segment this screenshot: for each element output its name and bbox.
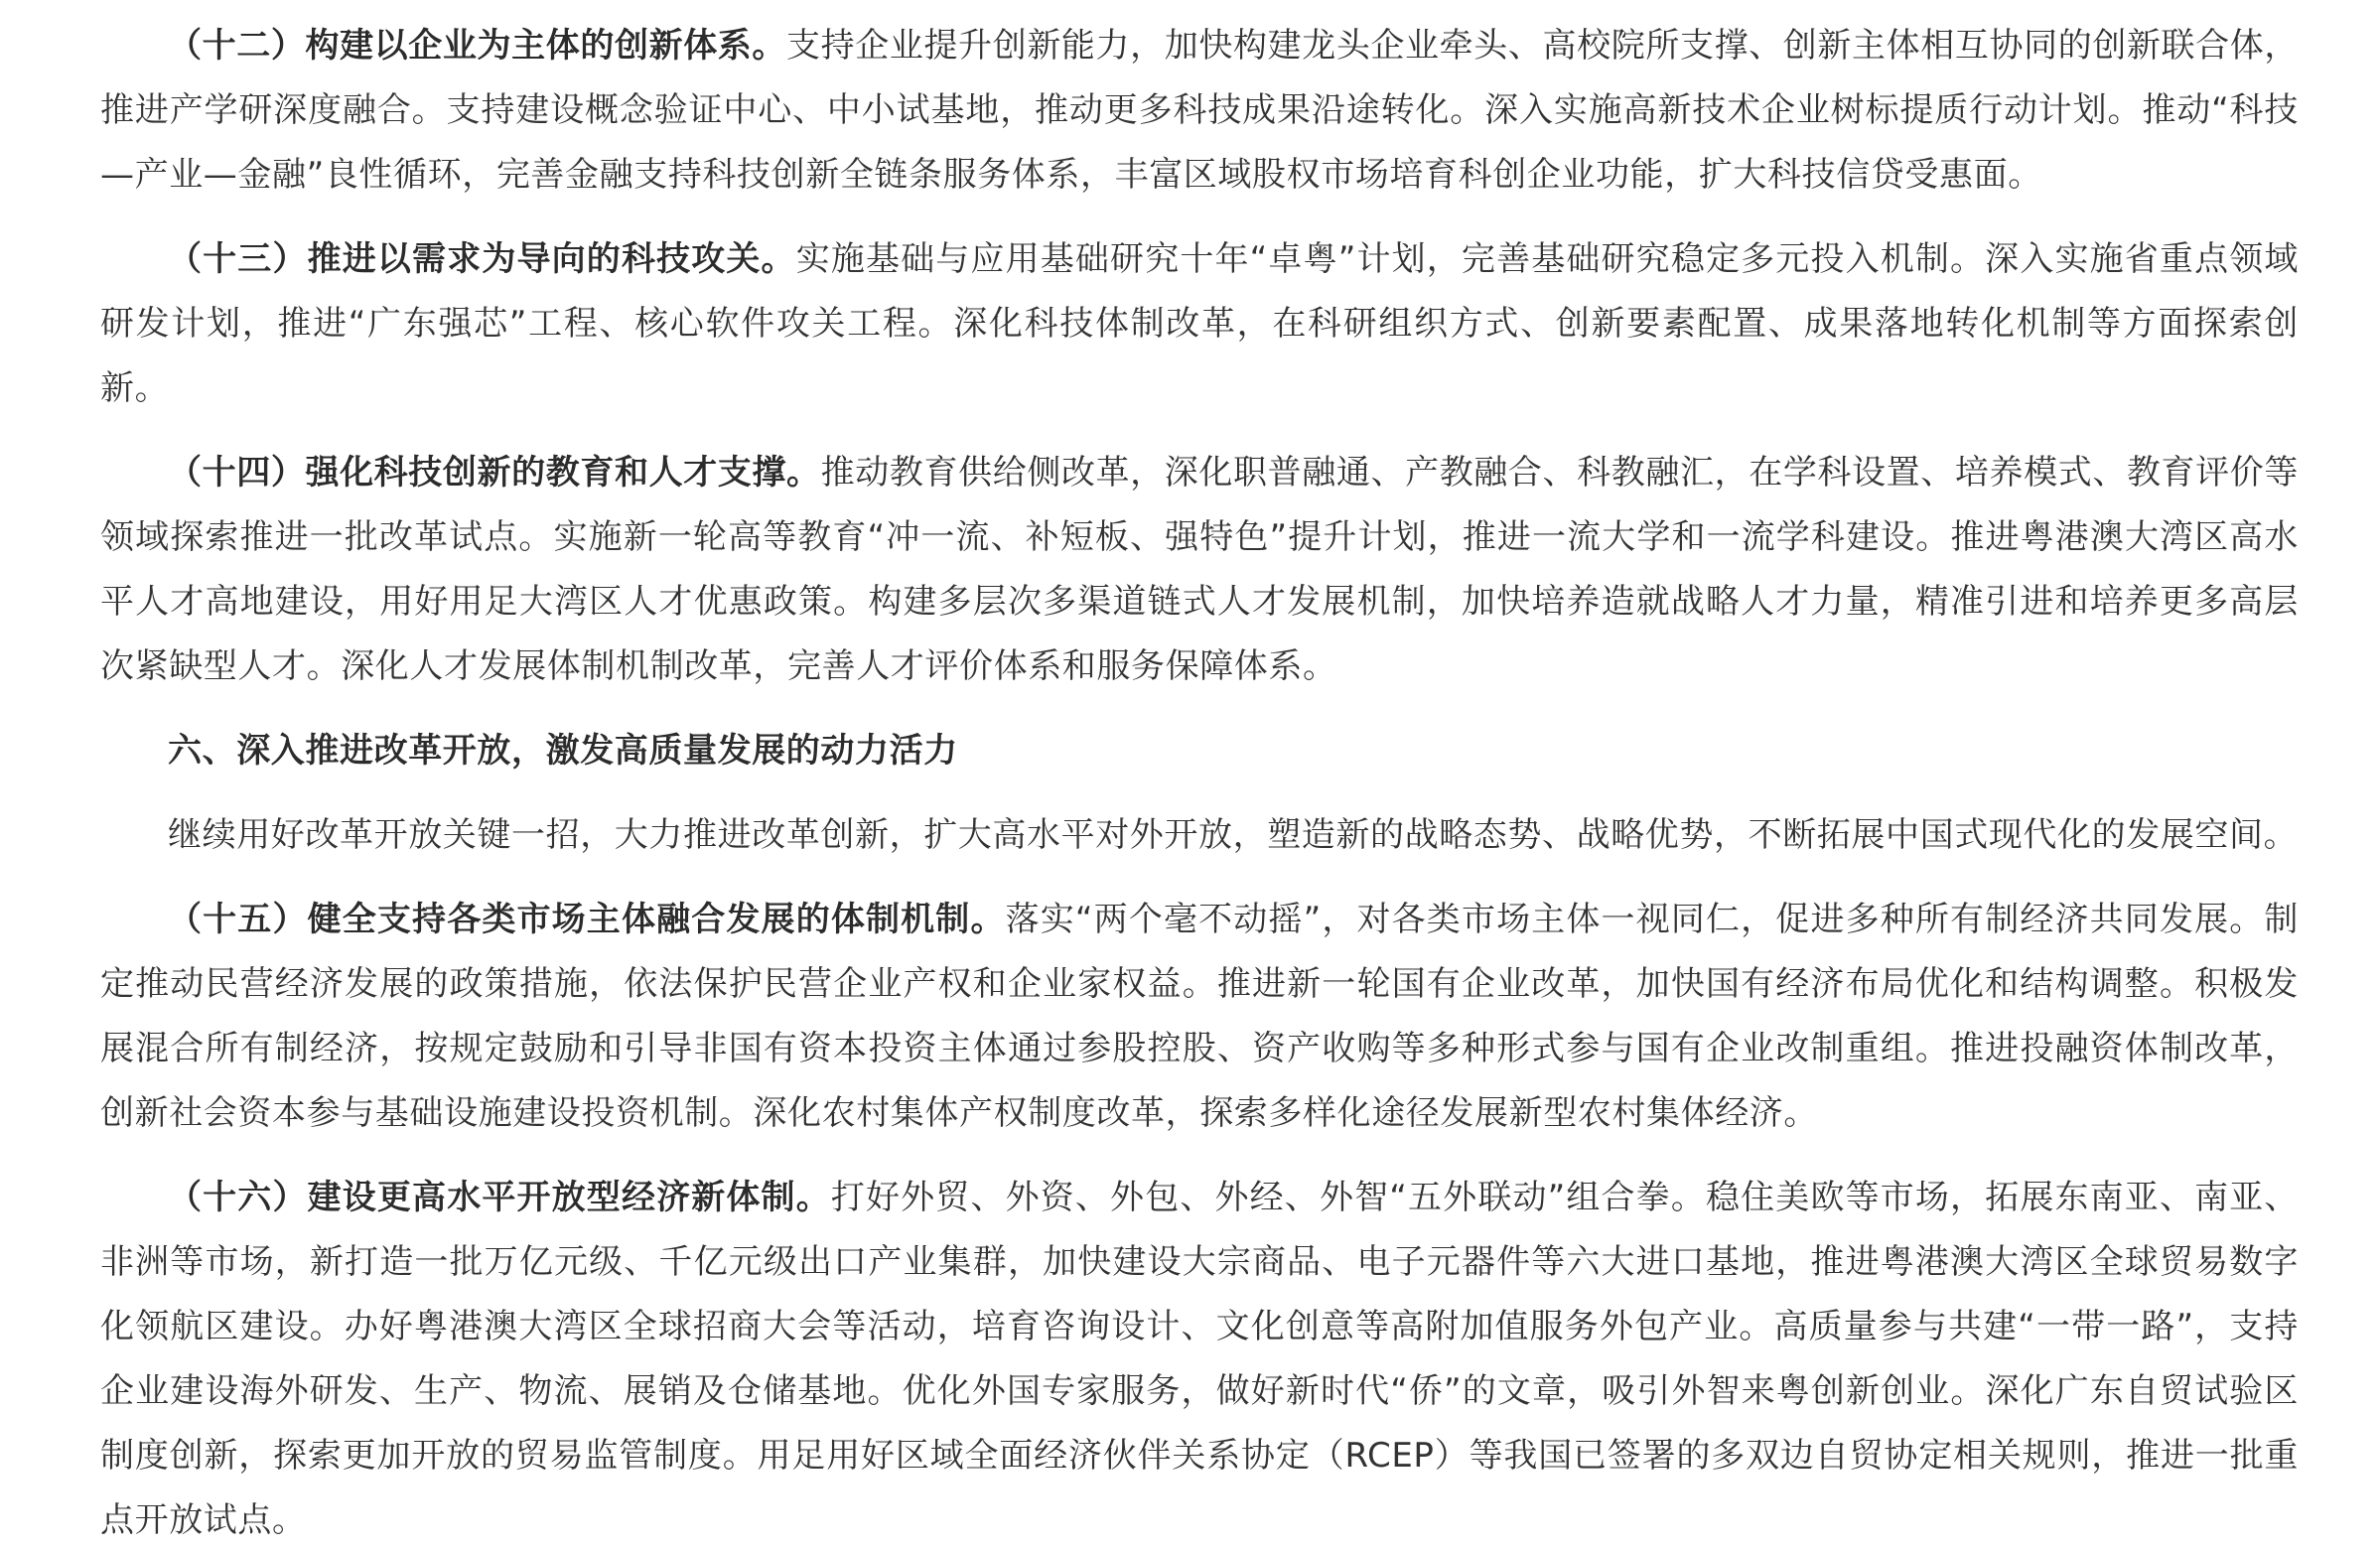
paragraph-text: 推动教育供给侧改革，深化职普融通、产教融合、科教融汇，在学科设置、培养模式、教育评价等领域探索推进一批改革试点。实施新一轮高等教育“冲一流、补短板、强特色”提升计划，推进一流大学和一流学科建设。推进粤港澳大湾区高水平人才高地建设，用好用足大湾区人才优惠政策。构建多层次多渠道链式人才发展机制，加快培养造就战略人才力量，精准引进和培养更多高层次紧缺型人才。深化人才发展体制机制改革，完善人才评价体系和服务保障体系。	[100, 453, 2300, 686]
paragraph-15	[100, 888, 2299, 1146]
paragraph-14	[100, 441, 2299, 699]
paragraph-16	[100, 1166, 2299, 1553]
paragraph-text: 实施基础与应用基础研究十年“卓粤”计划，完善基础研究稳定多元投入机制。深入实施省重点领域研发计划，推进“广东强芯”工程、核心软件攻关工程。深化科技体制改革，在科研组织方式、创新要素配置、成果落地转化机制等方面探索创新。	[100, 239, 2299, 408]
section-heading: 六、深入推进改革开放，激发高质量发展的动力活力	[168, 731, 958, 771]
section-intro: 继续用好改革开放关键一招，大力推进改革创新，扩大高水平对外开放，塑造新的战略态势、战略优势，不断拓展中国式现代化的发展空间。	[168, 815, 2299, 855]
paragraph-text: 打好外贸、外资、外包、外经、外智“五外联动”组合拳。稳住美欧等市场，拓展东南亚、南亚、非洲等市场，新打造一批万亿元级、千亿元级出口产业集群，加快建设大宗商品、电子元器件等六大进口基地，推进粤港澳大湾区全球贸易数字化领航区建设。办好粤港澳大湾区全球招商大会等活动，培育咨询设计、文化创意等高附加值服务外包产业。高质量参与共建“一带一路”，支持企业建设海外研发、生产、物流、展销及仓储基地。优化外国专家服务，做好新时代“侨”的文章，吸引外智来粤创新创业。深化广东自贸试验区制度创新，探索更加开放的贸易监管制度。用足用好区域全面经济伙伴关系协定（RCEP）等我国已签署的多双边自贸协定相关规则，推进一批重点开放试点。	[100, 1178, 2299, 1540]
paragraph-lead: （十六）建设更高水平开放型经济新体制。	[168, 1178, 831, 1217]
paragraph-lead: （十三）推进以需求为导向的科技攻关。	[168, 239, 796, 279]
paragraph-text: 支持企业提升创新能力，加快构建龙头企业牵头、高校院所支撑、创新主体相互协同的创新联合体，推进产学研深度融合。支持建设概念验证中心、中小试基地，推动更多科技成果沿途转化。深入实施高新技术企业树标提质行动计划。推动“科技—产业—金融”良性循环，完善金融支持科技创新全链条服务体系，丰富区域股权市场培育科创企业功能，扩大科技信贷受惠面。	[100, 26, 2299, 195]
paragraph-12	[100, 14, 2299, 208]
paragraph-13	[100, 227, 2299, 421]
paragraph-text: 落实“两个毫不动摇”，对各类市场主体一视同仁，促进多种所有制经济共同发展。制定推动民营经济发展的政策措施，依法保护民营企业产权和企业家权益。推进新一轮国有企业改革，加快国有经济布局优化和结构调整。积极发展混合所有制经济，按规定鼓励和引导非国有资本投资主体通过参股控股、资产收购等多种形式参与国有企业改制重组。推进投融资体制改革，创新社会资本参与基础设施建设投资机制。深化农村集体产权制度改革，探索多样化途径发展新型农村集体经济。	[100, 900, 2299, 1133]
paragraph-lead: （十二）构建以企业为主体的创新体系。	[168, 26, 787, 66]
paragraph-lead: （十五）健全支持各类市场主体融合发展的体制机制。	[168, 900, 1006, 939]
paragraph-lead: （十四）强化科技创新的教育和人才支撑。	[168, 453, 821, 493]
